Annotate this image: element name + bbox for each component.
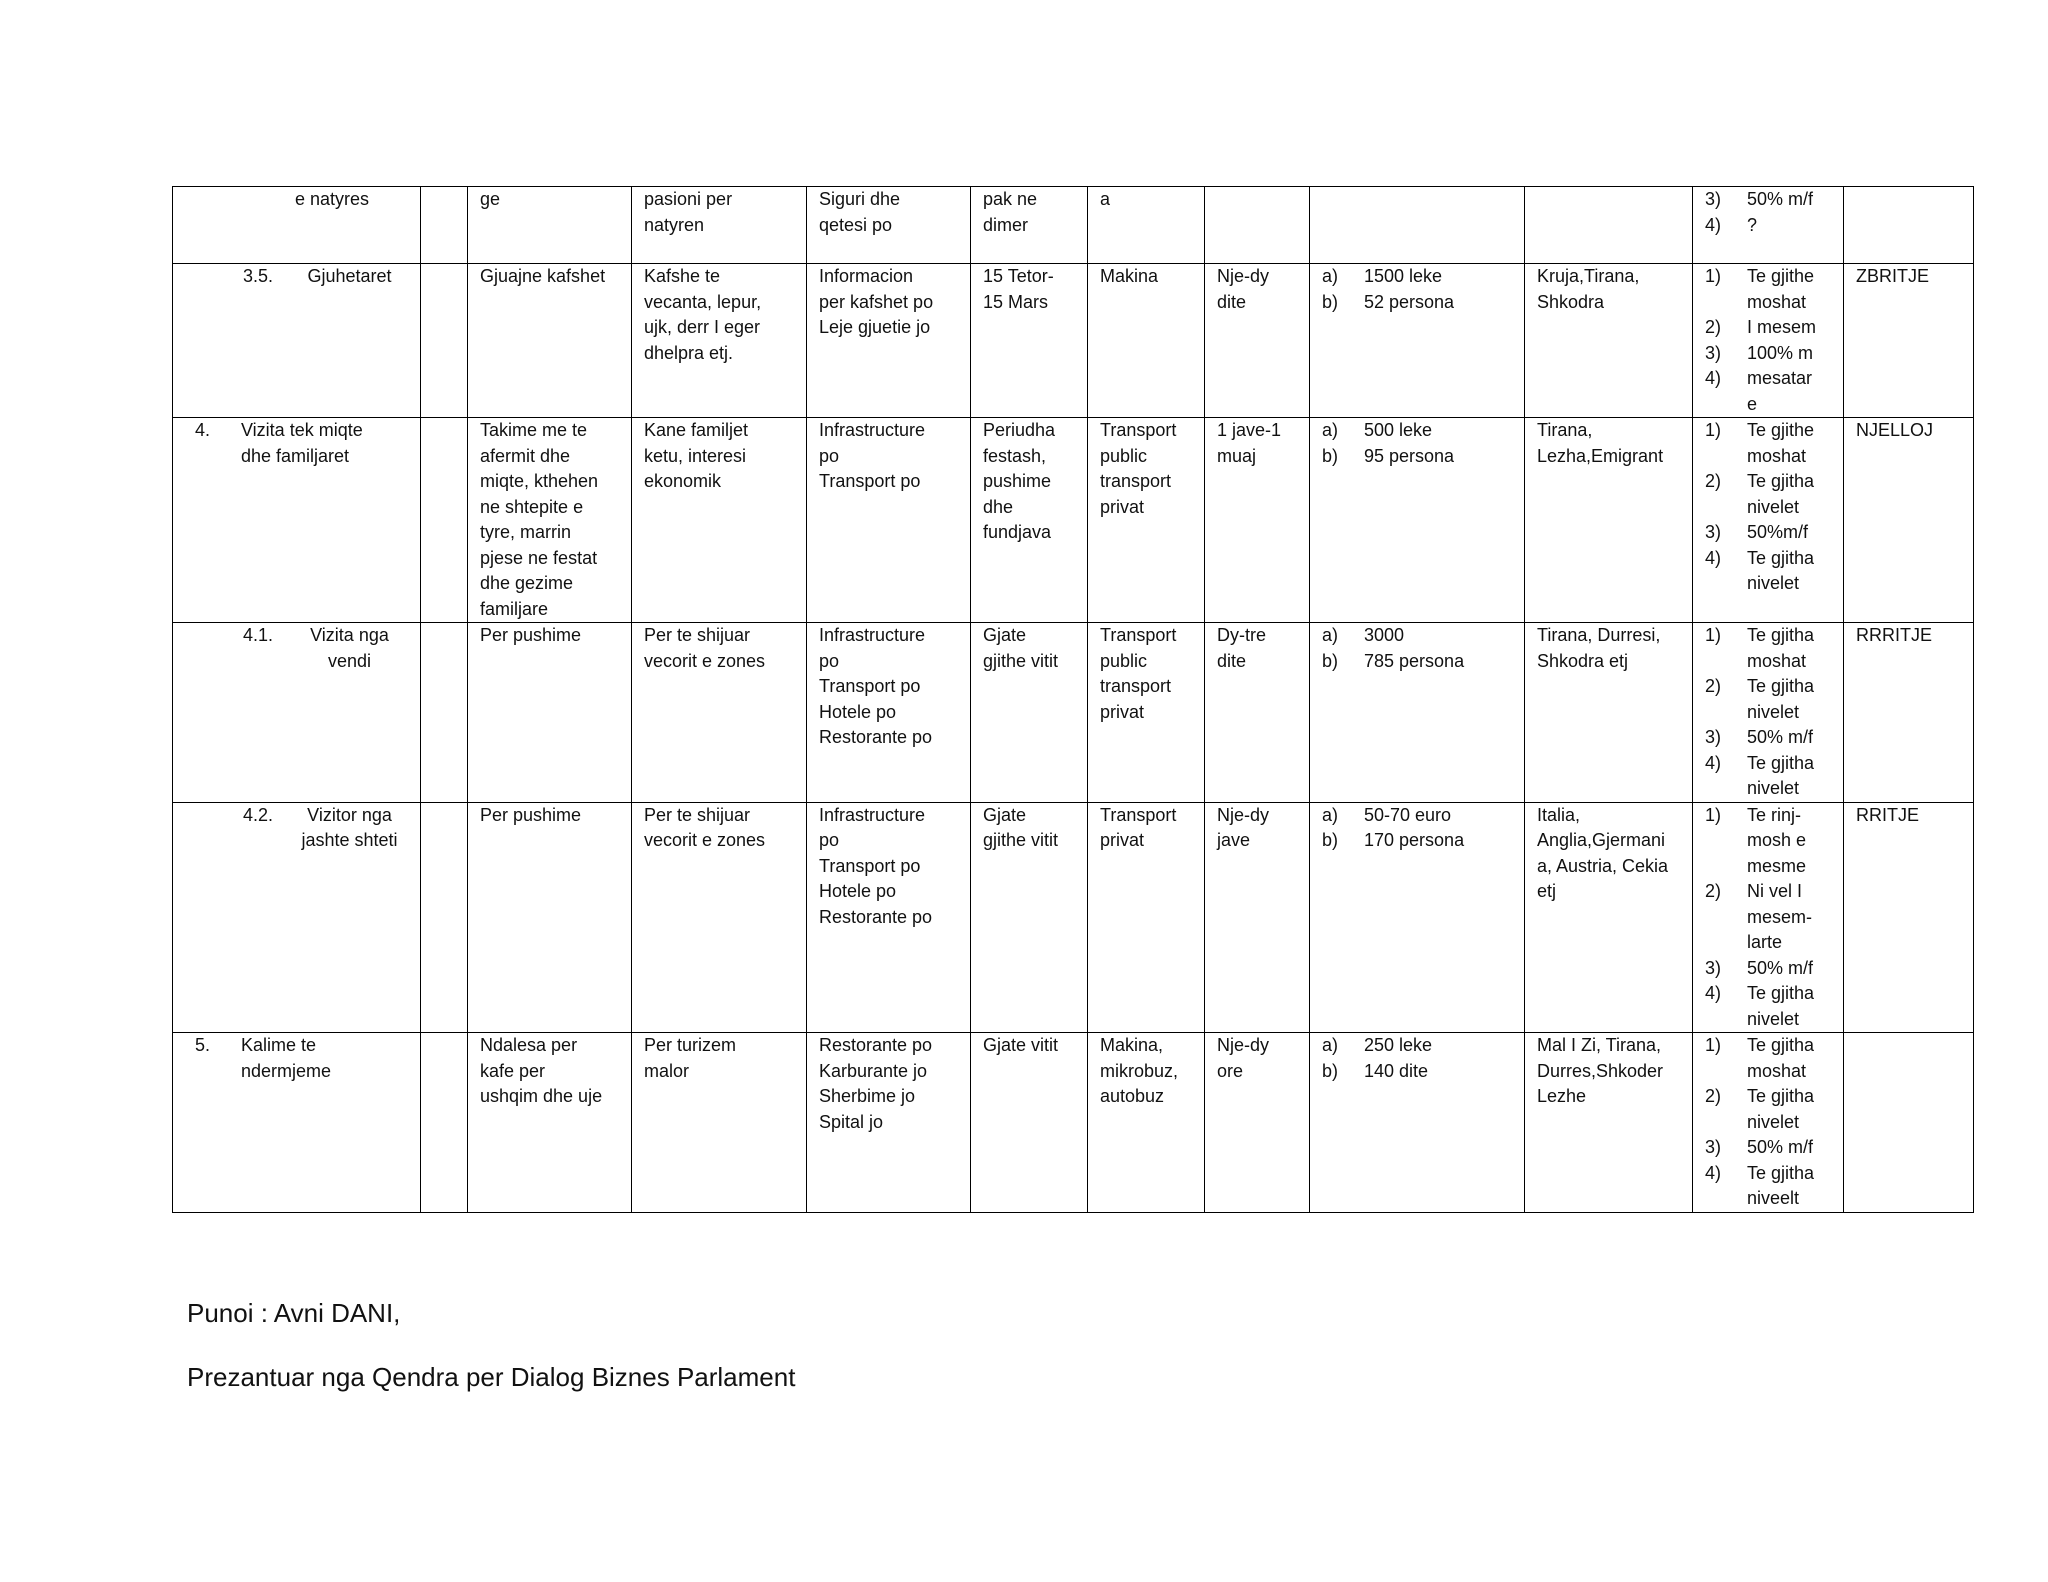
description-cell [468, 418, 632, 623]
profile-value: 100% m [1747, 342, 1814, 363]
profile-marker: 1) [1705, 266, 1722, 286]
table-row [173, 623, 1974, 803]
spend-item [1322, 623, 1520, 649]
spend-value: 170 persona [1364, 830, 1465, 850]
profile-value: Te gjithe moshat [1747, 266, 1815, 312]
description-cell [468, 187, 632, 264]
spend-value: 140 dite [1364, 1060, 1429, 1081]
origin-cell [1525, 187, 1693, 264]
description-cell [468, 802, 632, 1033]
profile-value: 50% m/f [1747, 1137, 1814, 1157]
profile-value: Te gjithe moshat [1747, 420, 1815, 466]
profile-cell [1693, 1033, 1844, 1213]
services-cell [807, 418, 971, 623]
profile-value: Te gjitha niveelt [1747, 1162, 1815, 1208]
table-row [173, 187, 1974, 264]
profile-marker: 2) [1705, 317, 1722, 337]
profile-item [1705, 751, 1839, 802]
spend-item [1322, 444, 1520, 470]
spend-item [1322, 290, 1520, 316]
motivation-text: Per te shijuar vecorit e zones [644, 804, 766, 850]
services-cell [807, 187, 971, 264]
trend-cell [1844, 623, 1974, 803]
author-line: Punoi : Avni DANI, [187, 1298, 401, 1328]
profile-item [1705, 956, 1839, 982]
transport-text: Transport public transport privat [1100, 420, 1177, 517]
services-cell [807, 802, 971, 1033]
duration-cell [1205, 1033, 1310, 1213]
activity-number: 3.5. [243, 266, 274, 286]
transport-cell [1088, 264, 1205, 418]
profile-value: Ni vel I mesem- larte [1747, 881, 1813, 952]
profile-marker: 3) [1705, 342, 1722, 363]
activity-name: e natyres [295, 189, 370, 209]
transport-text: Transport privat [1100, 804, 1177, 850]
profile-marker: 3) [1705, 957, 1722, 978]
spend-value: 1500 leke [1364, 266, 1443, 286]
activity-number: 4.2. [243, 804, 274, 825]
spend-marker: b) [1322, 1060, 1339, 1081]
table-row [173, 1033, 1974, 1213]
profile-list [1705, 1033, 1839, 1212]
profile-value: mesatar e [1747, 368, 1813, 414]
services-cell [807, 1033, 971, 1213]
activity-label [185, 418, 416, 469]
profile-item [1705, 213, 1839, 239]
blank-cell [421, 802, 468, 1033]
services-text: Restorante po Karburante jo Sherbime jo Spital jo [819, 1035, 933, 1132]
season-text: pak ne dimer [983, 189, 1038, 235]
profile-item [1705, 341, 1839, 367]
services-text: Infrastructure po Transport po Hotele po Restorante po [819, 804, 933, 927]
profile-marker: 4) [1705, 983, 1722, 1003]
season-text: Gjate gjithe vitit [983, 625, 1059, 671]
origin-cell [1525, 264, 1693, 418]
description-text: Per pushime [480, 804, 582, 825]
blank-cell [421, 623, 468, 803]
activity-cell [173, 418, 421, 623]
origin-text: Italia, Anglia,Gjermani a, Austria, Cekia etj [1537, 804, 1669, 901]
description-text: ge [480, 189, 501, 209]
services-cell [807, 264, 971, 418]
profile-item [1705, 315, 1839, 341]
spend-cell [1310, 264, 1525, 418]
transport-cell [1088, 802, 1205, 1033]
profile-marker: 1) [1705, 804, 1722, 825]
motivation-text: Per te shijuar vecorit e zones [644, 625, 766, 671]
trend-text: NJELLOJ [1856, 420, 1934, 440]
activity-name: Kalime te ndermjeme [241, 1035, 332, 1081]
trend-cell [1844, 187, 1974, 264]
profile-list [1705, 264, 1839, 417]
profile-item [1705, 546, 1839, 597]
duration-text: 1 jave-1 muaj [1217, 420, 1282, 466]
spend-marker: a) [1322, 1035, 1339, 1055]
activity-name: Gjuhetaret [307, 266, 392, 286]
trend-text: RRITJE [1856, 804, 1919, 825]
duration-cell [1205, 187, 1310, 264]
activity-cell [173, 187, 421, 264]
profile-marker: 4) [1705, 214, 1722, 235]
profile-value: I mesem [1747, 317, 1817, 337]
season-cell [971, 418, 1088, 623]
transport-text: Makina, mikrobuz, autobuz [1100, 1035, 1179, 1106]
blank-cell [421, 264, 468, 418]
blank-cell [421, 1033, 468, 1213]
profile-marker: 1) [1705, 625, 1722, 645]
profile-marker: 4) [1705, 752, 1722, 773]
profile-value: Te gjitha nivelet [1747, 752, 1815, 798]
transport-cell [1088, 187, 1205, 264]
origin-text: Tirana, Lezha,Emigrant [1537, 420, 1664, 466]
duration-text: Nje-dy jave [1217, 804, 1270, 850]
spend-marker: b) [1322, 830, 1339, 850]
description-text: Gjuajne kafshet [480, 266, 606, 286]
profile-value: 50%m/f [1747, 522, 1809, 542]
presenter-line: Prezantuar nga Qendra per Dialog Biznes Parlament [187, 1362, 796, 1392]
spend-marker: a) [1322, 804, 1339, 825]
trend-cell [1844, 1033, 1974, 1213]
profile-marker: 3) [1705, 727, 1722, 747]
blank-cell [421, 418, 468, 623]
services-cell [807, 623, 971, 803]
spend-cell [1310, 418, 1525, 623]
spend-cell [1310, 1033, 1525, 1213]
season-text: Gjate gjithe vitit [983, 804, 1059, 850]
profile-cell [1693, 623, 1844, 803]
tourism-table [172, 186, 1974, 1213]
motivation-cell [632, 1033, 807, 1213]
spend-value: 3000 [1364, 625, 1405, 645]
profile-item [1705, 264, 1839, 315]
spend-item [1322, 264, 1520, 290]
trend-text: ZBRITJE [1856, 266, 1930, 286]
activity-label [185, 623, 416, 674]
spend-marker: b) [1322, 291, 1339, 312]
activity-number: 4.1. [243, 625, 274, 645]
transport-text: Transport public transport privat [1100, 625, 1177, 722]
trend-cell [1844, 264, 1974, 418]
season-cell [971, 187, 1088, 264]
season-text: 15 Tetor- 15 Mars [983, 266, 1054, 312]
profile-value: 50% m/f [1747, 957, 1814, 978]
profile-marker: 1) [1705, 1035, 1722, 1055]
origin-cell [1525, 802, 1693, 1033]
origin-text: Mal I Zi, Tirana, Durres,Shkoder Lezhe [1537, 1035, 1664, 1106]
profile-cell [1693, 264, 1844, 418]
duration-text: Dy-tre dite [1217, 625, 1266, 671]
profile-item [1705, 981, 1839, 1032]
profile-item [1705, 674, 1839, 725]
spend-list [1322, 623, 1520, 674]
profile-item [1705, 520, 1839, 546]
profile-marker: 4) [1705, 1162, 1722, 1183]
spend-list [1322, 1033, 1520, 1084]
services-text: Informacion per kafshet po Leje gjuetie jo [819, 266, 934, 337]
profile-marker: 2) [1705, 471, 1722, 491]
season-cell [971, 802, 1088, 1033]
trend-cell [1844, 418, 1974, 623]
duration-cell [1205, 264, 1310, 418]
description-cell [468, 264, 632, 418]
profile-marker: 1) [1705, 420, 1722, 440]
spend-cell [1310, 623, 1525, 803]
activity-number: 5. [195, 1035, 211, 1055]
motivation-text: Kafshe te vecanta, lepur, ujk, derr I eger dhelpra etj. [644, 266, 762, 363]
spend-list [1322, 803, 1520, 854]
activity-cell [173, 802, 421, 1033]
spend-value: 50-70 euro [1364, 804, 1452, 825]
profile-value: Te gjitha nivelet [1747, 676, 1815, 722]
profile-value: Te gjitha nivelet [1747, 983, 1815, 1029]
spend-cell [1310, 802, 1525, 1033]
origin-text: Kruja,Tirana, Shkodra [1537, 266, 1640, 312]
profile-item [1705, 469, 1839, 520]
description-text: Per pushime [480, 625, 582, 645]
duration-cell [1205, 623, 1310, 803]
profile-value: Te gjitha moshat [1747, 625, 1815, 671]
origin-cell [1525, 623, 1693, 803]
spend-marker: b) [1322, 650, 1339, 671]
transport-cell [1088, 1033, 1205, 1213]
activity-label [185, 1033, 416, 1084]
profile-item [1705, 879, 1839, 956]
season-cell [971, 623, 1088, 803]
motivation-cell [632, 187, 807, 264]
origin-cell [1525, 1033, 1693, 1213]
blank-cell [421, 187, 468, 264]
spend-value: 95 persona [1364, 445, 1455, 466]
spend-item [1322, 803, 1520, 829]
profile-value: 50% m/f [1747, 727, 1814, 747]
spend-list [1322, 418, 1520, 469]
profile-item [1705, 1084, 1839, 1135]
profile-marker: 2) [1705, 676, 1722, 696]
services-text: Infrastructure po Transport po [819, 420, 926, 491]
spend-list [1322, 264, 1520, 315]
spend-item [1322, 418, 1520, 444]
services-text: Siguri dhe qetesi po [819, 189, 901, 235]
spend-item [1322, 649, 1520, 675]
season-cell [971, 1033, 1088, 1213]
table-row [173, 418, 1974, 623]
profile-list [1705, 623, 1839, 802]
profile-marker: 2) [1705, 881, 1722, 901]
profile-marker: 4) [1705, 368, 1722, 388]
transport-text: a [1100, 189, 1111, 209]
activity-name: Vizita nga vendi [310, 625, 389, 671]
spend-item [1322, 1059, 1520, 1085]
profile-cell [1693, 802, 1844, 1033]
motivation-cell [632, 264, 807, 418]
origin-text: Tirana, Durresi, Shkodra etj [1537, 625, 1661, 671]
activity-label [185, 264, 416, 290]
spend-value: 250 leke [1364, 1035, 1433, 1055]
profile-marker: 3) [1705, 189, 1722, 209]
activity-cell [173, 623, 421, 803]
spend-item [1322, 828, 1520, 854]
transport-text: Makina [1100, 266, 1159, 286]
spend-marker: b) [1322, 445, 1339, 466]
season-cell [971, 264, 1088, 418]
motivation-text: pasioni per natyren [644, 189, 733, 235]
motivation-text: Kane familjet ketu, interesi ekonomik [644, 420, 749, 491]
spend-value: 52 persona [1364, 291, 1455, 312]
profile-marker: 2) [1705, 1086, 1722, 1106]
profile-item [1705, 366, 1839, 417]
activity-name: Vizita tek miqte dhe familjaret [241, 420, 363, 466]
table-body [173, 187, 1974, 1213]
motivation-cell [632, 623, 807, 803]
profile-list [1705, 803, 1839, 1033]
spend-item [1322, 1033, 1520, 1059]
profile-cell [1693, 418, 1844, 623]
spend-value: 785 persona [1364, 650, 1465, 671]
duration-text: Nje-dy ore [1217, 1035, 1270, 1081]
activity-number: 4. [195, 420, 211, 440]
profile-marker: 4) [1705, 547, 1722, 568]
activity-name: Vizitor nga jashte shteti [301, 804, 398, 850]
transport-cell [1088, 623, 1205, 803]
profile-value: Te gjitha nivelet [1747, 1086, 1815, 1132]
profile-value: Te gjitha moshat [1747, 1035, 1815, 1081]
profile-list [1705, 418, 1839, 597]
duration-cell [1205, 418, 1310, 623]
profile-item [1705, 803, 1839, 880]
profile-item [1705, 418, 1839, 469]
trend-text: RRRITJE [1856, 625, 1932, 645]
profile-value: Te gjitha nivelet [1747, 471, 1815, 517]
spend-marker: a) [1322, 420, 1339, 440]
description-cell [468, 623, 632, 803]
description-cell [468, 1033, 632, 1213]
description-text: Ndalesa per kafe per ushqim dhe uje [480, 1035, 603, 1106]
spend-value: 500 leke [1364, 420, 1433, 440]
motivation-cell [632, 418, 807, 623]
spend-marker: a) [1322, 625, 1339, 645]
motivation-text: Per turizem malor [644, 1035, 737, 1081]
season-text: Gjate vitit [983, 1035, 1059, 1055]
activity-label [185, 187, 416, 213]
profile-item [1705, 1033, 1839, 1084]
profile-marker: 3) [1705, 1137, 1722, 1157]
services-text: Infrastructure po Transport po Hotele po Restorante po [819, 625, 933, 747]
profile-value: Te rinj- mosh e mesme [1747, 804, 1807, 876]
profile-value: Te gjitha nivelet [1747, 547, 1815, 593]
profile-item [1705, 1161, 1839, 1212]
season-text: Periudha festash, pushime dhe fundjava [983, 420, 1056, 542]
activity-cell [173, 1033, 421, 1213]
profile-item [1705, 187, 1839, 213]
profile-cell [1693, 187, 1844, 264]
description-text: Takime me te afermit dhe miqte, kthehen ne shtepite e tyre, marrin pjese ne festat dhe gezime familjare [480, 420, 599, 619]
trend-cell [1844, 802, 1974, 1033]
duration-cell [1205, 802, 1310, 1033]
profile-item [1705, 623, 1839, 674]
profile-list [1705, 187, 1839, 238]
spend-marker: a) [1322, 266, 1339, 286]
table-row [173, 802, 1974, 1033]
spend-cell [1310, 187, 1525, 264]
profile-value: 50% m/f [1747, 189, 1814, 209]
activity-label [185, 803, 416, 854]
profile-value: ? [1747, 214, 1758, 235]
duration-text: Nje-dy dite [1217, 266, 1270, 312]
profile-item [1705, 725, 1839, 751]
profile-marker: 3) [1705, 522, 1722, 542]
profile-item [1705, 1135, 1839, 1161]
origin-cell [1525, 418, 1693, 623]
motivation-cell [632, 802, 807, 1033]
table-row [173, 264, 1974, 418]
transport-cell [1088, 418, 1205, 623]
activity-cell [173, 264, 421, 418]
